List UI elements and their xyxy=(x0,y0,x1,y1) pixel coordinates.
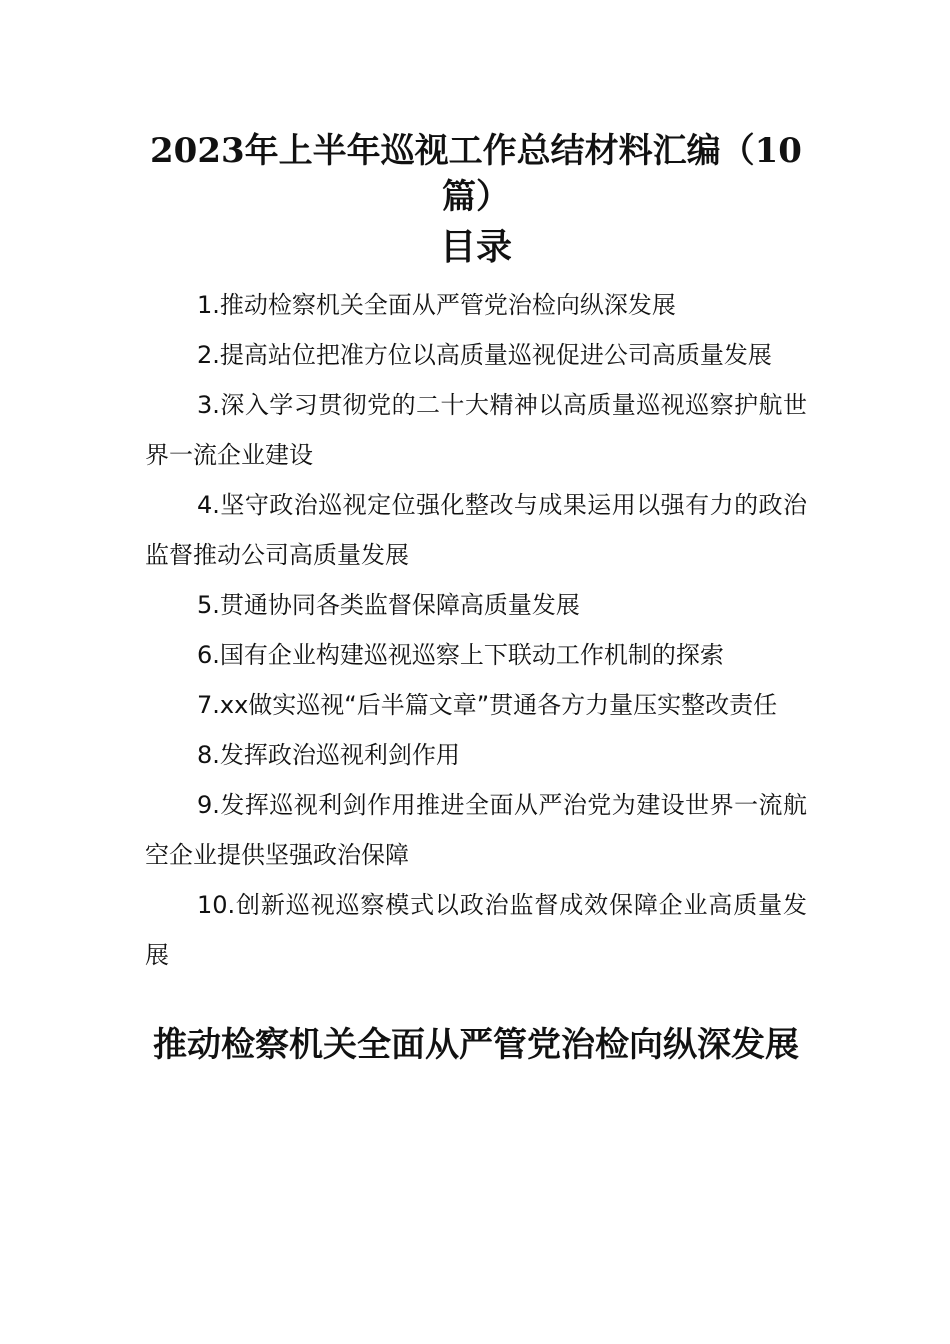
toc-item: 1.推动检察机关全面从严管党治检向纵深发展 xyxy=(197,291,676,319)
toc-item: 9.发挥巡视利剑作用推进全面从严治党为建设世界一流航空企业提供坚强政治保障 xyxy=(145,791,807,869)
toc-item: 4.坚守政治巡视定位强化整改与成果运用以强有力的政治监督推动公司高质量发展 xyxy=(145,491,807,569)
toc-item: 8.发挥政治巡视利剑作用 xyxy=(197,741,460,769)
section-title: 推动检察机关全面从严管党治检向纵深发展 xyxy=(153,1025,799,1065)
toc-item: 10.创新巡视巡察模式以政治监督成效保障企业高质量发展 xyxy=(145,891,807,969)
document-title: 2023年上半年巡视工作总结材料汇编（10篇） xyxy=(150,131,802,217)
toc-item: 3.深入学习贯彻党的二十大精神以高质量巡视巡察护航世界一流企业建设 xyxy=(145,391,807,469)
toc-item: 6.国有企业构建巡视巡察上下联动工作机制的探索 xyxy=(197,641,724,669)
toc-item: 2.提高站位把准方位以高质量巡视促进公司高质量发展 xyxy=(197,341,772,369)
toc-heading: 目录 xyxy=(439,226,512,268)
toc-item: 7.xx做实巡视“后半篇文章”贯通各方力量压实整改责任 xyxy=(197,691,778,719)
toc-list xyxy=(145,280,807,980)
toc-item: 5.贯通协同各类监督保障高质量发展 xyxy=(197,591,580,619)
